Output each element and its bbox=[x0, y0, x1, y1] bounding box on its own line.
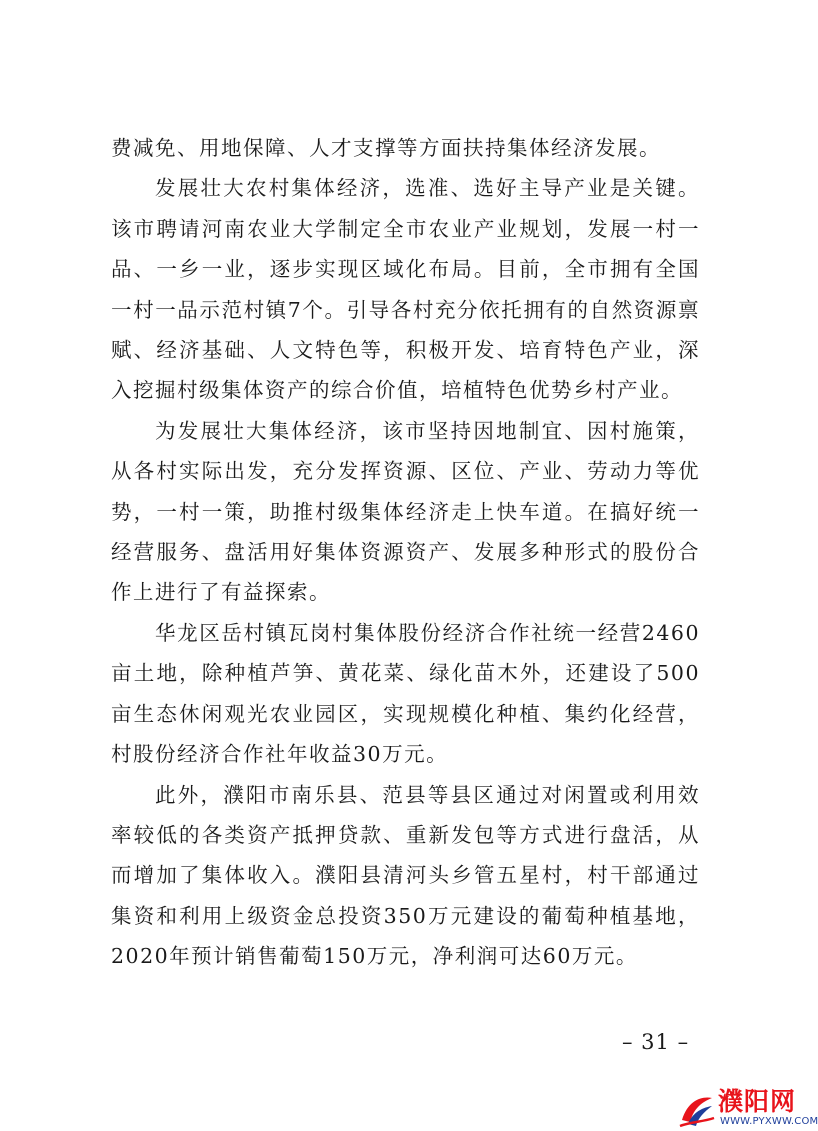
paragraph-2: 发展壮大农村集体经济，选准、选好主导产业是关键。该市聘请河南农业大学制定全市农业产业规划，发展一村一品、一乡一业，逐步实现区域化布局。目前，全市拥有全国一村一品示范村镇7个。引导各村充分依托拥有的自然资源禀赋、经济基础、人文特色等，积极开发、培育特色产业，深入挖掘村级集体资产的综合价值，培植特色优势乡村产业。 bbox=[111, 176, 700, 403]
page-body bbox=[111, 128, 700, 977]
watermark-site-name: 濮阳网 bbox=[718, 1087, 797, 1116]
page-number: – 31 – bbox=[622, 1030, 690, 1054]
paragraph-1: 费减免、用地保障、人才支撑等方面扶持集体经济发展。 bbox=[111, 136, 661, 160]
site-watermark bbox=[678, 1087, 818, 1131]
paragraph-4: 华龙区岳村镇瓦岗村集体股份经济合作社统一经营2460亩土地，除种植芦笋、黄花菜、绿化苗木外，还建设了500亩生态休闲观光农业园区，实现规模化种植、集约化经营，村股份经济合作社年收益30万元。 bbox=[111, 620, 700, 767]
paragraph-3: 为发展壮大集体经济，该市坚持因地制宜、因村施策，从各村实际出发，充分发挥资源、区位、产业、劳动力等优势，一村一策，助推村级集体经济走上快车道。在搞好统一经营服务、盘活用好集体资源资产、发展多种形式的股份合作上进行了有益探索。 bbox=[111, 418, 700, 605]
watermark-url: WWW.PYXWW.COM bbox=[720, 1116, 818, 1127]
paragraph-5: 此外，濮阳市南乐县、范县等县区通过对闲置或利用效率较低的各类资产抵押贷款、重新发包等方式进行盘活，从而增加了集体收入。濮阳县清河头乡管五星村，村干部通过集资和利用上级资金总投资350万元建设的葡萄种植基地，2020年预计销售葡萄150万元，净利润可达60万元。 bbox=[111, 782, 700, 969]
pyxww-logo-icon bbox=[678, 1092, 716, 1128]
